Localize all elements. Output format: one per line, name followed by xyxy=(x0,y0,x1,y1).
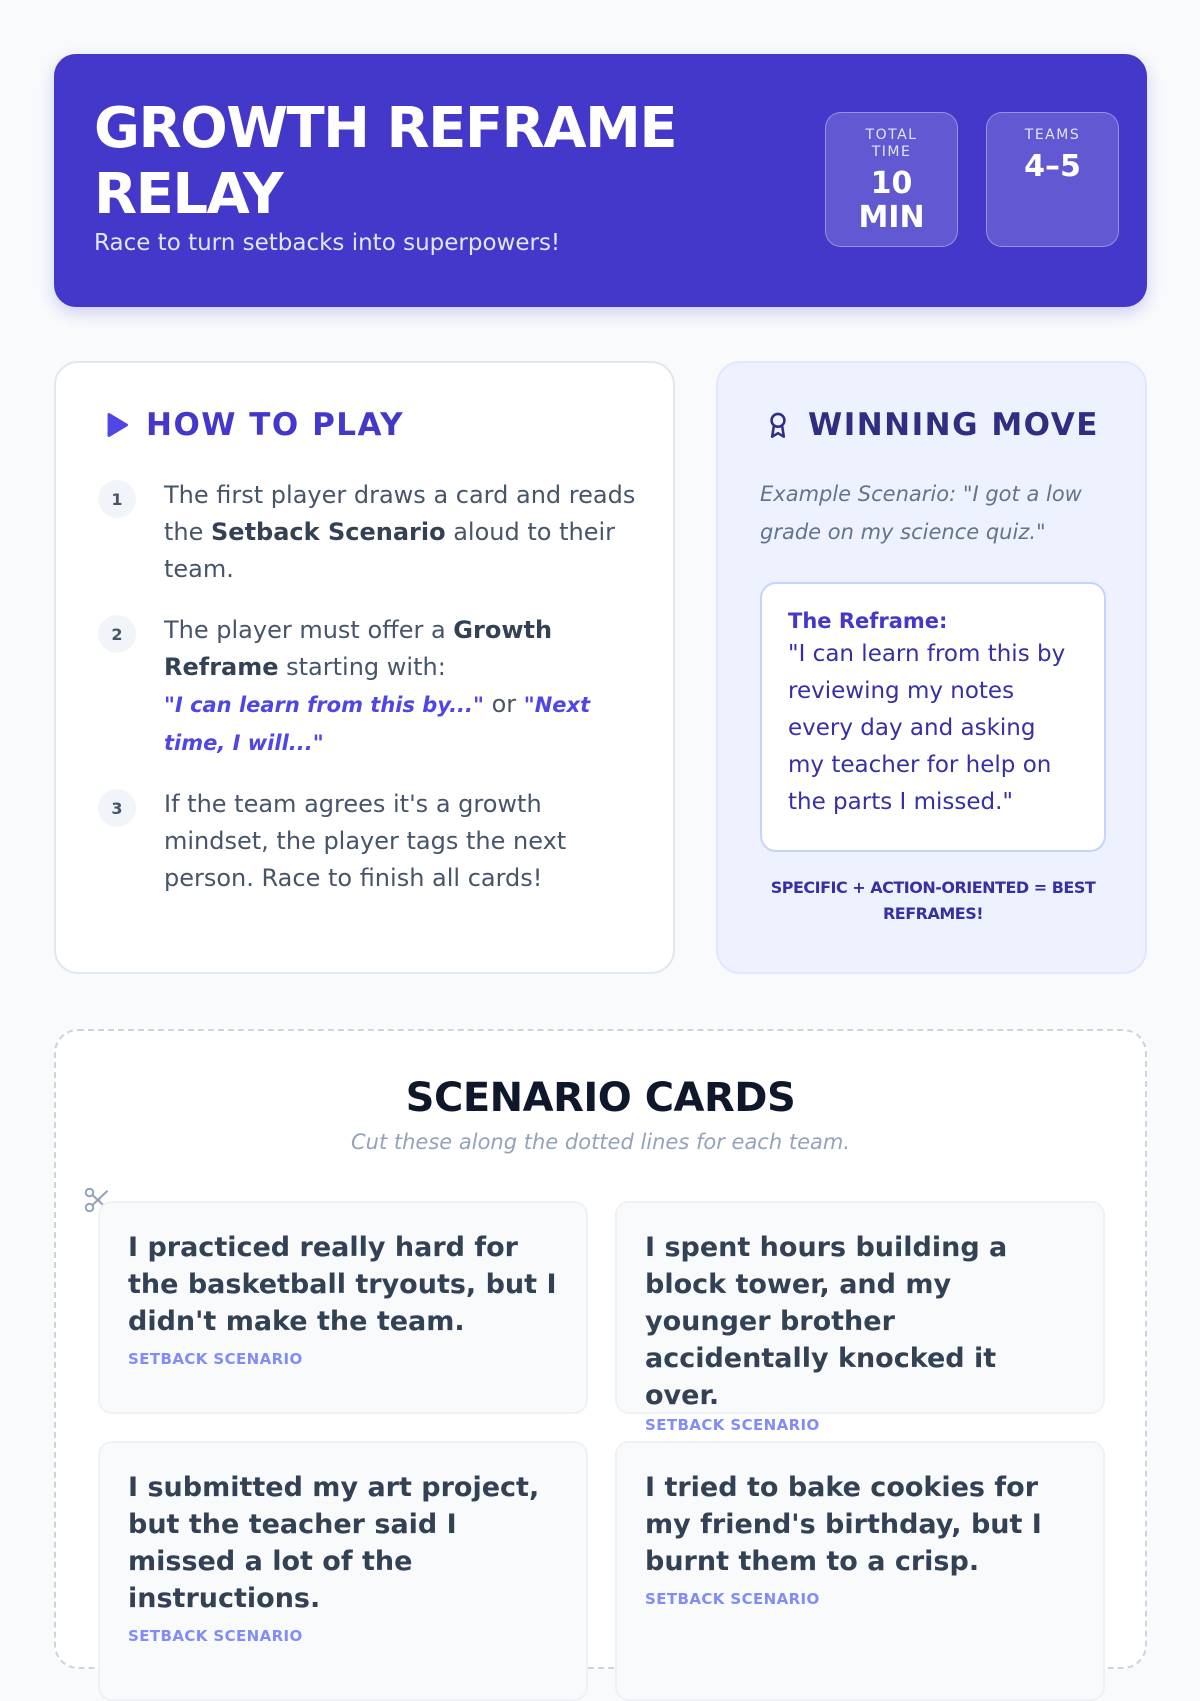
how-to-play-heading xyxy=(102,407,404,443)
play-icon xyxy=(102,411,130,439)
reframe-starter-phrase: "I can learn from this by..." xyxy=(164,693,484,717)
step-number: 3 xyxy=(98,789,136,827)
stat-total-time xyxy=(825,112,958,247)
stat-label: TOTAL TIME xyxy=(865,127,918,160)
section-title: WINNING MOVE xyxy=(808,407,1099,443)
reframe-text: "I can learn from this by reviewing my notes every day and asking my teacher for help on the parts I missed." xyxy=(788,641,1066,815)
step-text: The player must offer a Growth Reframe starting with: "I can learn from this by..." or "Next time, I will..." xyxy=(164,616,591,755)
stat-teams xyxy=(986,112,1119,247)
reframe-label: The Reframe: xyxy=(788,609,948,633)
reframe-tip: SPECIFIC + ACTION-ORIENTED = BEST REFRAMES! xyxy=(770,878,1096,923)
reframe-starter-phrase: "Next time, I will..." xyxy=(164,693,591,755)
winning-move-panel xyxy=(716,361,1147,974)
step-item xyxy=(98,477,638,588)
scenario-text: I submitted my art project, but the teacher said I missed a lot of the instructions. xyxy=(128,1472,540,1614)
step-text: If the team agrees it's a growth mindset, the player tags the next person. Race to finish all cards! xyxy=(164,790,567,892)
scenario-text: I practiced really hard for the basketball tryouts, but I didn't make the team. xyxy=(128,1232,557,1337)
scenario-cards-subtitle: Cut these along the dotted lines for each team. xyxy=(351,1130,850,1154)
scenario-card xyxy=(98,1441,588,1701)
scenario-tag: SETBACK SCENARIO xyxy=(128,1350,303,1368)
step-text: The first player draws a card and reads the Setback Scenario aloud to their team. xyxy=(164,481,636,583)
stat-value: 4–5 xyxy=(1024,149,1081,184)
page-title: GROWTH REFRAME RELAY xyxy=(94,96,677,227)
step-item xyxy=(98,786,638,897)
scenario-tag: SETBACK SCENARIO xyxy=(645,1416,820,1434)
stat-value: 10 MIN xyxy=(858,166,925,235)
winning-move-heading xyxy=(764,407,1099,443)
header-banner xyxy=(54,54,1147,307)
scenario-cards-title: SCENARIO CARDS xyxy=(405,1075,796,1121)
scenario-tag: SETBACK SCENARIO xyxy=(128,1627,303,1645)
steps-list xyxy=(98,477,638,921)
reframe-example-box xyxy=(760,582,1106,852)
section-title: HOW TO PLAY xyxy=(146,407,405,443)
step-number: 2 xyxy=(98,615,136,653)
scenario-card xyxy=(615,1201,1105,1434)
step-number: 1 xyxy=(98,480,136,518)
stat-label: TEAMS xyxy=(1024,127,1081,143)
page-subtitle: Race to turn setbacks into superpowers! xyxy=(94,230,561,256)
award-icon xyxy=(764,411,792,439)
scenario-text: I tried to bake cookies for my friend's birthday, but I burnt them to a crisp. xyxy=(645,1472,1042,1577)
scenario-card xyxy=(615,1441,1105,1701)
scenario-cards-section xyxy=(54,1029,1147,1669)
step-item xyxy=(98,612,638,762)
scenario-text: I spent hours building a block tower, and my younger brother accidentally knocked it over. xyxy=(645,1232,1008,1411)
how-to-play-panel xyxy=(54,361,675,974)
example-scenario: Example Scenario: "I got a low grade on my science quiz." xyxy=(760,482,1082,544)
scenario-tag: SETBACK SCENARIO xyxy=(645,1590,820,1608)
scenario-card xyxy=(98,1201,588,1414)
